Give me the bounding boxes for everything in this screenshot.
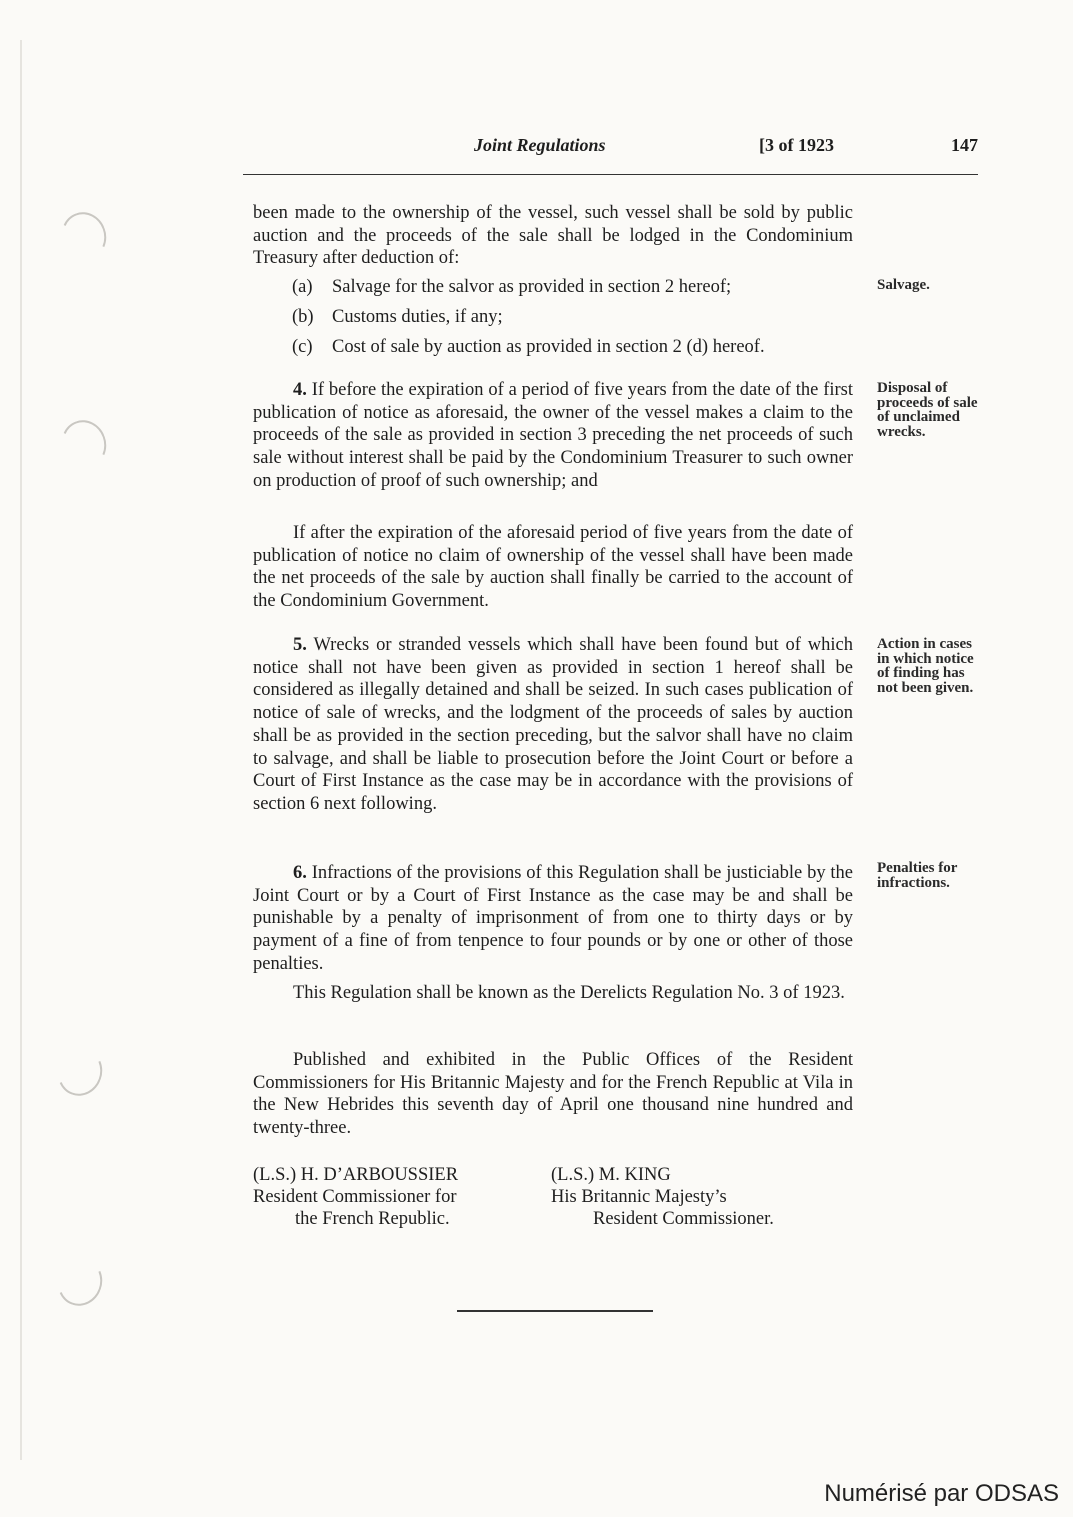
publication-paragraph: Published and exhibited in the Public Offices of the Resident Commissioners for His Britannic Majesty and for the French Republic at Vila in the New Hebrides this seventh day of April one thousand nine hundred and twenty-three. xyxy=(253,1050,853,1139)
header-rule xyxy=(243,174,978,175)
section-5 xyxy=(253,634,853,816)
section-number: 6. xyxy=(293,863,307,883)
list-label: (b) xyxy=(292,307,314,327)
list-text: Cost of sale by auction as provided in section 2 (d) hereof. xyxy=(332,337,765,357)
section-text: Infractions of the provisions of this Regulation shall be justiciable by the Joint Court or by a Court of First Instance as the case may be and shall be punishable by a penalty of imprisonment of from one to thirty days or by payment of a fine of from tenpence to four pounds or by one or other of those penalties. xyxy=(253,863,854,974)
binder-hole xyxy=(55,206,113,266)
end-rule xyxy=(457,1310,653,1312)
citation-paragraph: This Regulation shall be known as the Derelicts Regulation No. 3 of 1923. xyxy=(293,983,845,1003)
section-text: Wrecks or stranded vessels which shall have been found but of which notice shall not have been given as provided in section 1 hereof shall be considered as illegally detained and shall be seized. In such cases publication of notice of sale of wrecks, and the lodgment of the proceeds of sales by auction shall be as provided in the section preceding, but the salvor shall have no claim to salvage, and shall be liable to prosecution before the Joint Court or before a Court of First Instance as the case may be in accordance with the provisions of section 6 next following. xyxy=(253,635,854,814)
signatory-name: (L.S.) H. D’ARBOUSSIER xyxy=(253,1165,459,1185)
list-item-c xyxy=(292,336,765,359)
list-label: (c) xyxy=(292,337,313,357)
binder-hole xyxy=(51,1042,109,1102)
header-title: Joint Regulations xyxy=(474,135,606,155)
running-header xyxy=(252,133,978,163)
list-label: (a) xyxy=(292,277,313,297)
signatory-title: Resident Commissioner. xyxy=(593,1209,774,1229)
signatory-title: His Britannic Majesty’s xyxy=(551,1187,727,1207)
header-reference: [3 of 1923 xyxy=(759,135,834,155)
section-number: 4. xyxy=(293,380,307,400)
margin-note-penalties: Penalties for infractions. xyxy=(877,860,958,891)
page-edge xyxy=(20,40,22,1460)
binder-hole xyxy=(55,414,113,474)
section-text: If before the expiration of a period of five years from the date of the first publication of notice as aforesaid, the owner of the vessel makes a claim to the proceeds of the sale as provided in section 3 preceding the net proceeds of such sale without interest shall be paid by the Condominium Treasurer to such owner on production of proof of such ownership; and xyxy=(253,380,853,491)
section-number: 5. xyxy=(293,635,307,655)
margin-note-action: Action in cases in which notice of finding has not been given. xyxy=(877,636,974,696)
signature-left xyxy=(253,1164,458,1230)
page-number: 147 xyxy=(951,135,978,155)
list-text: Salvage for the salvor as provided in section 2 hereof; xyxy=(332,277,732,297)
section-4 xyxy=(253,379,853,493)
scan-credit: Numérisé par ODSAS xyxy=(824,1480,1059,1507)
signature-right xyxy=(551,1164,774,1230)
margin-note-disposal: Disposal of proceeds of sale of unclaimed wrecks. xyxy=(877,380,978,440)
signatory-name: (L.S.) M. KING xyxy=(551,1165,671,1185)
list-text: Customs duties, if any; xyxy=(332,307,503,327)
list-item-a xyxy=(292,276,731,299)
margin-note-salvage: Salvage. xyxy=(877,277,930,293)
signatory-title: the French Republic. xyxy=(295,1209,450,1229)
binder-hole xyxy=(51,1252,109,1312)
continuation-paragraph: been made to the ownership of the vessel, such vessel shall be sold by public auction and the proceeds of the sale shall be lodged in the Condominium Treasury after deduction of: xyxy=(253,203,853,269)
section-6 xyxy=(253,862,853,976)
section-4-paragraph-2: If after the expiration of the aforesaid period of five years from the date of publication of notice no claim of ownership of the vessel shall have been made the net proceeds of the sale by auction shall finally be carried to the account of the Condominium Government. xyxy=(253,523,853,612)
list-item-b xyxy=(292,306,503,329)
signatory-title: Resident Commissioner for xyxy=(253,1187,457,1207)
